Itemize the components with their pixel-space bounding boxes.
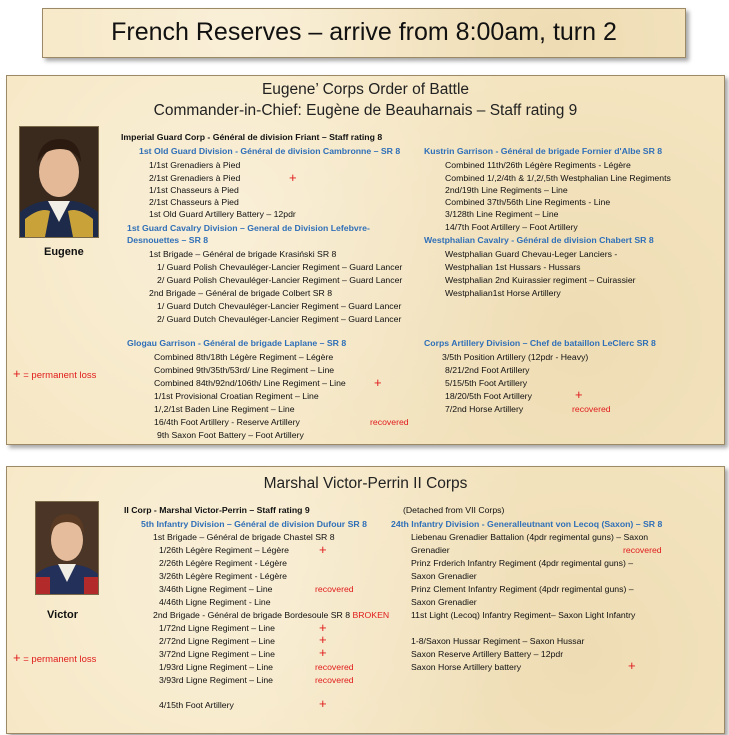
legend-text: = permanent loss xyxy=(23,654,97,665)
unit-line: 5/15/5th Foot Artillery xyxy=(445,378,528,388)
guard-cavalry-division-title: 1st Guard Cavalry Division – General de Division Lefebvre- xyxy=(127,223,370,233)
cross-icon: + xyxy=(13,366,21,381)
victor-portrait xyxy=(35,501,99,595)
permanent-loss-cross-icon: + xyxy=(575,387,583,402)
glogau-garrison-title: Glogau Garrison - Général de brigade Laplane – SR 8 xyxy=(127,338,347,348)
unit-line: 3/128th Line Regiment – Line xyxy=(445,209,559,219)
unit-line: 14/7th Foot Artillery – Foot Artillery xyxy=(445,222,578,232)
unit-line: Westphalian 1st Hussars - Hussars xyxy=(445,262,581,272)
corps-artillery-title: Corps Artillery Division – Chef de bataillon LeClerc SR 8 xyxy=(424,338,656,348)
unit-line: 1/ Guard Dutch Chevauléger-Lancier Regiment – Guard Lancer xyxy=(157,301,402,311)
recovered-note: recovered xyxy=(572,404,611,414)
unit-line: 1st Brigade – Général de brigade Krasiński SR 8 xyxy=(149,249,337,259)
westphalian-cavalry-title: Westphalian Cavalry - Général de division Chabert SR 8 xyxy=(424,235,654,245)
unit-line: 1/1st Chasseurs à Pied xyxy=(149,185,239,195)
permanent-loss-cross-icon: + xyxy=(319,632,327,647)
eugene-panel-title: Eugene’ Corps Order of Battle xyxy=(261,81,470,98)
unit-line: Combined 11th/26th Légère Regiments - Légère xyxy=(445,160,631,170)
unit-line: 2/ Guard Polish Chevauléger-Lancier Regiment – Guard Lancer xyxy=(157,275,403,285)
eugene-commander-line: Commander-in-Chief: Eugène de Beauharnais – Staff rating 9 xyxy=(153,102,578,119)
unit-line: Grenadier xyxy=(411,545,450,555)
unit-line: Saxon Horse Artillery battery xyxy=(411,662,522,672)
unit-line: 1st Brigade – Général de brigade Chastel SR 8 xyxy=(153,532,335,542)
detached-note: (Detached from VII Corps) xyxy=(403,505,505,515)
unit-line: Westphalian Guard Chevau-Leger Lanciers - xyxy=(445,249,618,259)
unit-line: 2/ Guard Dutch Chevauléger-Lancier Regiment – Guard Lancer xyxy=(157,314,402,324)
unit-line: Liebenau Grenadier Battalion (4pdr regimental guns) – Saxon xyxy=(411,532,649,542)
unit-line: Combined 9th/35th/53rd/ Line Regiment – Line xyxy=(154,365,335,375)
permanent-loss-cross-icon: + xyxy=(374,375,382,390)
brigade-label: 2nd Brigade - Général de brigade Bordesoule SR 8 xyxy=(153,610,351,620)
unit-line: 1/1st Provisional Croatian Regiment – Line xyxy=(154,391,319,401)
unit-line: 4/15th Foot Artillery xyxy=(159,700,234,710)
unit-line: 1/26th Légère Regiment – Légère xyxy=(159,545,289,555)
unit-line: 1/72nd Ligne Regiment – Line xyxy=(159,623,275,633)
permanent-loss-legend xyxy=(13,366,96,381)
unit-line: 4/46th Ligne Regiment - Line xyxy=(159,597,271,607)
unit-line: 2/26th Légère Regiment - Légère xyxy=(159,558,287,568)
unit-line: Combined 1/,2/4th & 1/,2/,5th Westphalian Line Regiments xyxy=(445,173,671,183)
kustrin-garrison-title: Kustrin Garrison - Général de brigade Fornier d'Albe SR 8 xyxy=(424,146,663,156)
unit-line: 8/21/2nd Foot Artillery xyxy=(445,365,530,375)
unit-line: 2/72nd Ligne Regiment – Line xyxy=(159,636,275,646)
recovered-note: recovered xyxy=(315,662,354,672)
unit-line: 3/46th Ligne Regiment – Line xyxy=(159,584,273,594)
unit-line: 3/5th Position Artillery (12pdr - Heavy) xyxy=(442,352,589,362)
unit-line: Prinz Clement Infantry Regiment (4pdr regimental guns) – xyxy=(411,584,634,594)
unit-line xyxy=(153,610,389,620)
permanent-loss-cross-icon: + xyxy=(628,658,636,673)
recovered-note: recovered xyxy=(370,417,409,427)
unit-line: 11st Light (Lecoq) Infantry Regiment– Saxon Light Infantry xyxy=(411,610,636,620)
24th-infantry-division-title: 24th Infantry Division - Generalleutnant von Lecoq (Saxon) – SR 8 xyxy=(391,519,663,529)
unit-line: Prinz Frderich Infantry Regiment (4pdr regimental guns) – xyxy=(411,558,634,568)
guard-cavalry-division-title-cont: Desnouettes – SR 8 xyxy=(127,235,209,245)
permanent-loss-cross-icon: + xyxy=(319,542,327,557)
unit-line: 2/1st Chasseurs à Pied xyxy=(149,197,239,207)
guard-corps-header: Imperial Guard Corp - Général de division Friant – Staff rating 8 xyxy=(121,132,383,142)
old-guard-division-title: 1st Old Guard Division - Général de division Cambronne – SR 8 xyxy=(139,146,401,156)
unit-line: Saxon Grenadier xyxy=(411,571,477,581)
eugene-order-of-battle-panel xyxy=(6,75,725,445)
permanent-loss-cross-icon: + xyxy=(319,645,327,660)
unit-line: 2nd Brigade – Général de brigade Colbert SR 8 xyxy=(149,288,333,298)
eugene-portrait xyxy=(19,126,99,238)
unit-line: 7/2nd Horse Artillery xyxy=(445,404,524,414)
permanent-loss-cross-icon: + xyxy=(319,696,327,711)
cross-icon: + xyxy=(13,650,21,665)
unit-line: Saxon Reserve Artillery Battery – 12pdr xyxy=(411,649,564,659)
victor-portrait-label: Victor xyxy=(47,609,78,621)
recovered-note: recovered xyxy=(315,675,354,685)
5th-infantry-division-title: 5th Infantry Division – Général de division Dufour SR 8 xyxy=(141,519,367,529)
unit-line: Combined 37th/56th Line Regiments - Line xyxy=(445,197,611,207)
unit-line: 2nd/19th Line Regiments – Line xyxy=(445,185,568,195)
unit-line: Combined 84th/92nd/106th/ Line Regiment – Line xyxy=(154,378,346,388)
recovered-note: recovered xyxy=(623,545,662,555)
unit-line: 3/26th Légère Regiment - Légère xyxy=(159,571,287,581)
unit-line: 1/ Guard Polish Chevauléger-Lancier Regiment – Guard Lancer xyxy=(157,262,403,272)
unit-line: 1st Old Guard Artillery Battery – 12pdr xyxy=(149,209,296,219)
recovered-note: recovered xyxy=(315,584,354,594)
unit-line: Saxon Grenadier xyxy=(411,597,477,607)
unit-line: Westphalian1st Horse Artillery xyxy=(445,288,561,298)
unit-line: 3/72nd Ligne Regiment – Line xyxy=(159,649,275,659)
unit-line: 2/1st Grenadiers à Pied xyxy=(149,173,241,183)
banner-title: French Reserves – arrive from 8:00am, turn 2 xyxy=(111,18,617,46)
permanent-loss-legend xyxy=(13,650,96,665)
victor-panel-title: Marshal Victor-Perrin II Corps xyxy=(263,475,468,492)
ii-corps-header: II Corp - Marshal Victor-Perrin – Staff rating 9 xyxy=(124,505,310,515)
unit-line: 1-8/Saxon Hussar Regiment – Saxon Hussar xyxy=(411,636,585,646)
title-banner xyxy=(42,8,686,58)
permanent-loss-cross-icon: + xyxy=(289,170,297,185)
legend-text: = permanent loss xyxy=(23,370,97,381)
victor-order-of-battle-panel xyxy=(6,466,725,734)
unit-line: Westphalian 2nd Kuirassier regiment – Cuirassier xyxy=(445,275,636,285)
permanent-loss-cross-icon: + xyxy=(319,620,327,635)
unit-line: 16/4th Foot Artillery - Reserve Artillery xyxy=(154,417,300,427)
unit-line: 18/20/5th Foot Artillery xyxy=(445,391,532,401)
unit-line: 1/93rd Ligne Regiment – Line xyxy=(159,662,273,672)
unit-line: Combined 8th/18th Légère Regiment – Légère xyxy=(154,352,334,362)
unit-line: 9th Saxon Foot Battery – Foot Artillery xyxy=(157,430,304,440)
eugene-portrait-label: Eugene xyxy=(44,246,84,258)
unit-line: 1/,2/1st Baden Line Regiment – Line xyxy=(154,404,295,414)
broken-badge: BROKEN xyxy=(352,610,390,620)
unit-line: 3/93rd Ligne Regiment – Line xyxy=(159,675,273,685)
unit-line: 1/1st Grenadiers à Pied xyxy=(149,160,241,170)
